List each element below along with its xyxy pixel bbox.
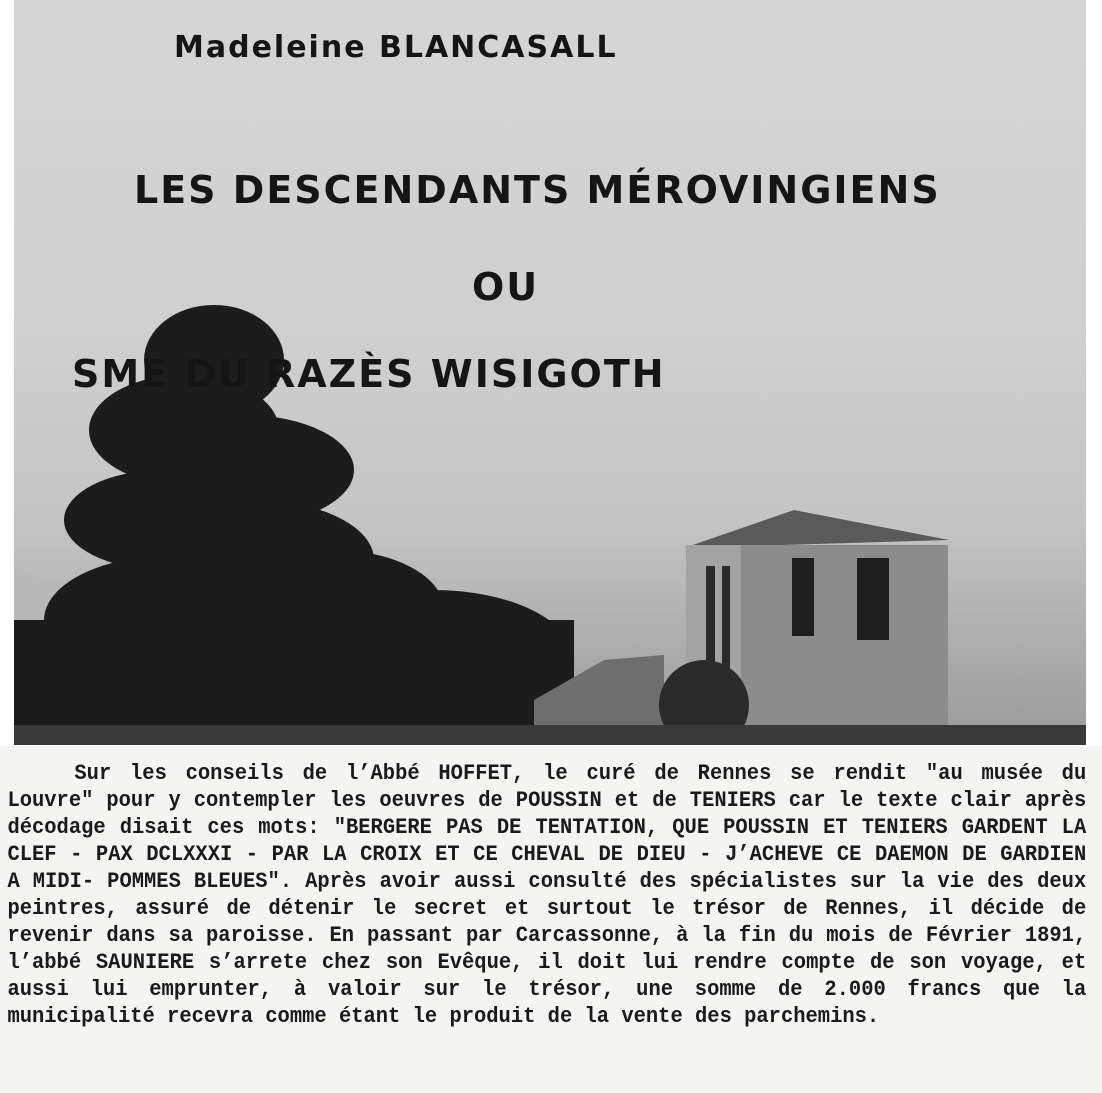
title-line-2: SME DU RAZÈS WISIGOTH [72,352,666,396]
title-or: OU [472,265,540,309]
excerpt-paragraph: Sur les conseils de l’Abbé HOFFET, le curé de Rennes se rendit "au musée du Louvre" pour y contempler les oeuvres de POUSSIN et de TENIERS car le texte clair après décodage disait ces mots: "BERGERE PAS DE TENTATION, QUE POUSSIN ET TENIERS GARDENT LA CLEF - PAX DCLXXXI - PAR LA CROIX ET CE CHEVAL DE DIEU - J’ACHEVE CE DAEMON DE GARDIEN A MIDI- POMMES BLEUES". Après avoir aussi consulté des spécialistes sur la vie des deux peintres, assuré de détenir le secret et surtout le trésor de Rennes, il décide de revenir dans sa paroisse. En passant par Carcassonne, à la fin du mois de Février 1891, l’abbé SAUNIERE s’arrete chez son Evêque, il doit lui rendre compte de son voyage, et aussi lui emprunter, à valoir sur le trésor, une somme de 2.000 francs que la municipalité recevra comme étant le produit de la vente des parchemins. [7,761,1087,1029]
typewritten-excerpt [0,746,1102,1093]
title-line-1: LES DESCENDANTS MÉROVINGIENS [134,168,941,212]
book-cover-photo [14,0,1086,745]
author-name: Madeleine BLANCASALL [174,30,618,65]
